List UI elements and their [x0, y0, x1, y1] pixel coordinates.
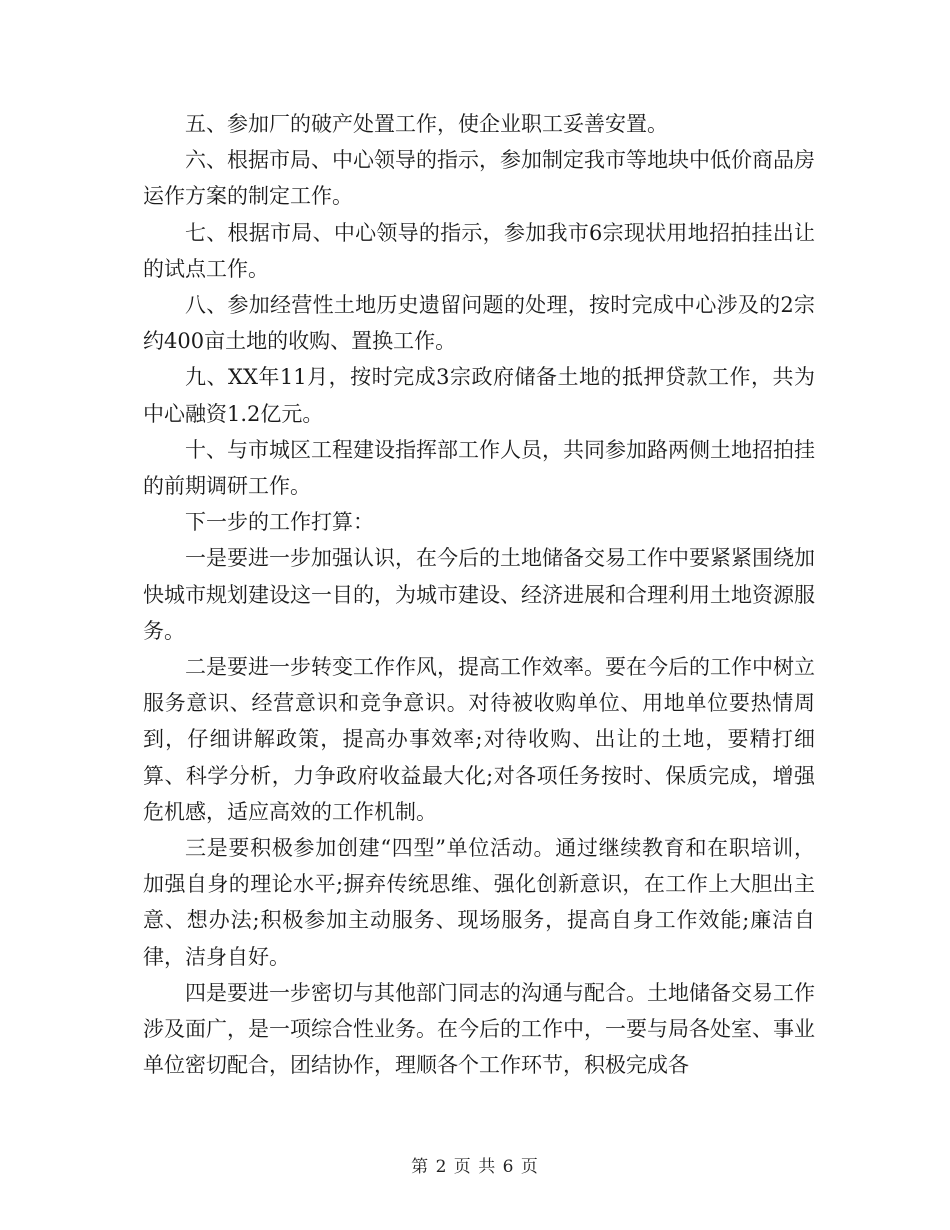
plan-item-1: 一是要进一步加强认识，在今后的土地储备交易工作中要紧紧围绕加快城市规划建设这一目的，为城市建设、经济进展和合理利用土地资源服务。: [143, 546, 815, 643]
plan-item-4: 四是要进一步密切与其他部门同志的沟通与配合。土地储备交易工作涉及面广，是一项综合性业务。在今后的工作中，一要与局各处室、事业单位密切配合，团结协作，理顺各个工作环节，积极完成各: [143, 980, 815, 1078]
paragraph-7: 七、根据市局、中心领导的指示，参加我市6宗现状用地招拍挂出让的试点工作。: [143, 220, 815, 281]
paragraph-10: 十、与市城区工程建设指挥部工作人员，共同参加路两侧土地招拍挂的前期调研工作。: [143, 437, 815, 499]
page-number-footer: 第 2 页 共 6 页: [411, 1157, 539, 1177]
document-body: [143, 106, 815, 1083]
next-plan-heading: 下一步的工作打算：: [185, 510, 374, 535]
paragraph-9: 九、XX年11月，按时完成3宗政府储备土地的抵押贷款工作，共为中心融资1.2亿元。: [143, 365, 815, 426]
plan-item-3: 三是要积极参加创建“四型”单位活动。通过继续教育和在职培训，加强自身的理论水平;摒弃传统思维、强化创新意识，在工作上大胆出主意、想办法;积极参加主动服务、现场服务，提高自身工作效能;廉洁自律，洁身自好。: [143, 836, 815, 969]
paragraph-8: 八、参加经营性土地历史遗留问题的处理，按时完成中心涉及的2宗约400亩土地的收购、置换工作。: [143, 293, 815, 354]
paragraph-6: 六、根据市局、中心领导的指示，参加制定我市等地块中低价商品房运作方案的制定工作。: [143, 148, 815, 209]
paragraph-5: 五、参加厂的破产处置工作，使企业职工妥善安置。: [185, 112, 668, 136]
plan-item-2: 二是要进一步转变工作作风，提高工作效率。要在今后的工作中树立服务意识、经营意识和竞争意识。对待被收购单位、用地单位要热情周到，仔细讲解政策，提高办事效率;对待收购、出让的土地，要精打细算、科学分析，力争政府收益最大化;对各项任务按时、保质完成，增强危机感，适应高效的工作机制。: [143, 655, 815, 824]
